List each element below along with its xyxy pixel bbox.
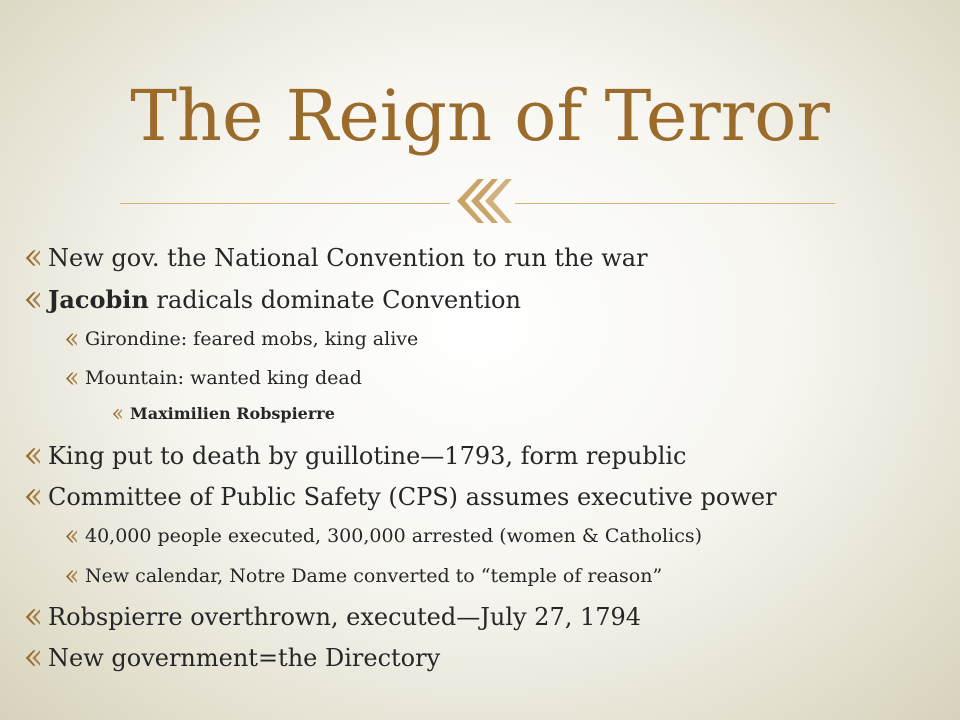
bullet-body-text: New gov. the National Convention to run the war <box>48 244 648 272</box>
bullet-body-text: Committee of Public Safety (CPS) assumes executive power <box>48 483 777 511</box>
bullet-text <box>48 285 521 314</box>
bullet-text <box>48 244 648 272</box>
double-chevron-bullet-icon <box>18 247 40 269</box>
bullet-item-level-1 <box>18 244 648 272</box>
bullet-item-level-2 <box>60 525 702 547</box>
bullet-text <box>48 442 686 470</box>
double-chevron-bullet-icon <box>18 606 40 628</box>
bullet-text <box>85 328 418 350</box>
double-chevron-bullet-icon <box>60 528 77 545</box>
bullet-text <box>85 565 662 587</box>
double-chevron-bullet-icon <box>60 370 77 387</box>
bullet-text <box>130 404 335 423</box>
double-chevron-bullet-icon <box>60 568 77 585</box>
bullet-item-level-1 <box>18 644 440 672</box>
bullet-text <box>85 525 702 547</box>
double-chevron-bullet-icon <box>18 445 40 467</box>
bullet-text <box>85 367 362 389</box>
bullet-body-text: Mountain: wanted king dead <box>85 367 362 389</box>
slide-title: The Reign of Terror <box>130 75 830 157</box>
bullet-bold-text: Jacobin <box>48 285 149 314</box>
bullet-item-level-2 <box>60 565 662 587</box>
bullet-item-level-2 <box>60 367 362 389</box>
bullet-body-text: Robspierre overthrown, executed—July 27, 1794 <box>48 603 642 631</box>
bullet-body-text: radicals dominate Convention <box>148 286 521 314</box>
bullet-body-text: King put to death by guillotine—1793, form republic <box>48 442 687 470</box>
bullet-text <box>48 644 440 672</box>
double-chevron-bullet-icon <box>60 331 77 348</box>
bullet-body-text: New government=the Directory <box>48 644 441 672</box>
bullet-item-level-1 <box>18 483 777 511</box>
double-chevron-bullet-icon <box>18 289 40 311</box>
bullet-body-text: 40,000 people executed, 300,000 arrested (women & Catholics) <box>85 525 703 547</box>
bullet-bold-text: Maximilien Robspierre <box>130 404 335 423</box>
bullet-item-level-2 <box>60 328 418 350</box>
double-chevron-bullet-icon <box>108 407 122 421</box>
bullet-text <box>48 483 777 511</box>
bullet-item-level-3 <box>108 404 335 423</box>
bullet-item-level-1 <box>18 442 686 470</box>
bullet-item-level-1 <box>18 603 641 631</box>
bullet-body-text: New calendar, Notre Dame converted to “temple of reason” <box>85 565 663 587</box>
bullet-text <box>48 603 641 631</box>
double-chevron-bullet-icon <box>18 647 40 669</box>
bullet-body-text: Girondine: feared mobs, king alive <box>85 328 419 350</box>
bullet-item-level-1 <box>18 285 521 314</box>
double-chevron-bullet-icon <box>18 486 40 508</box>
